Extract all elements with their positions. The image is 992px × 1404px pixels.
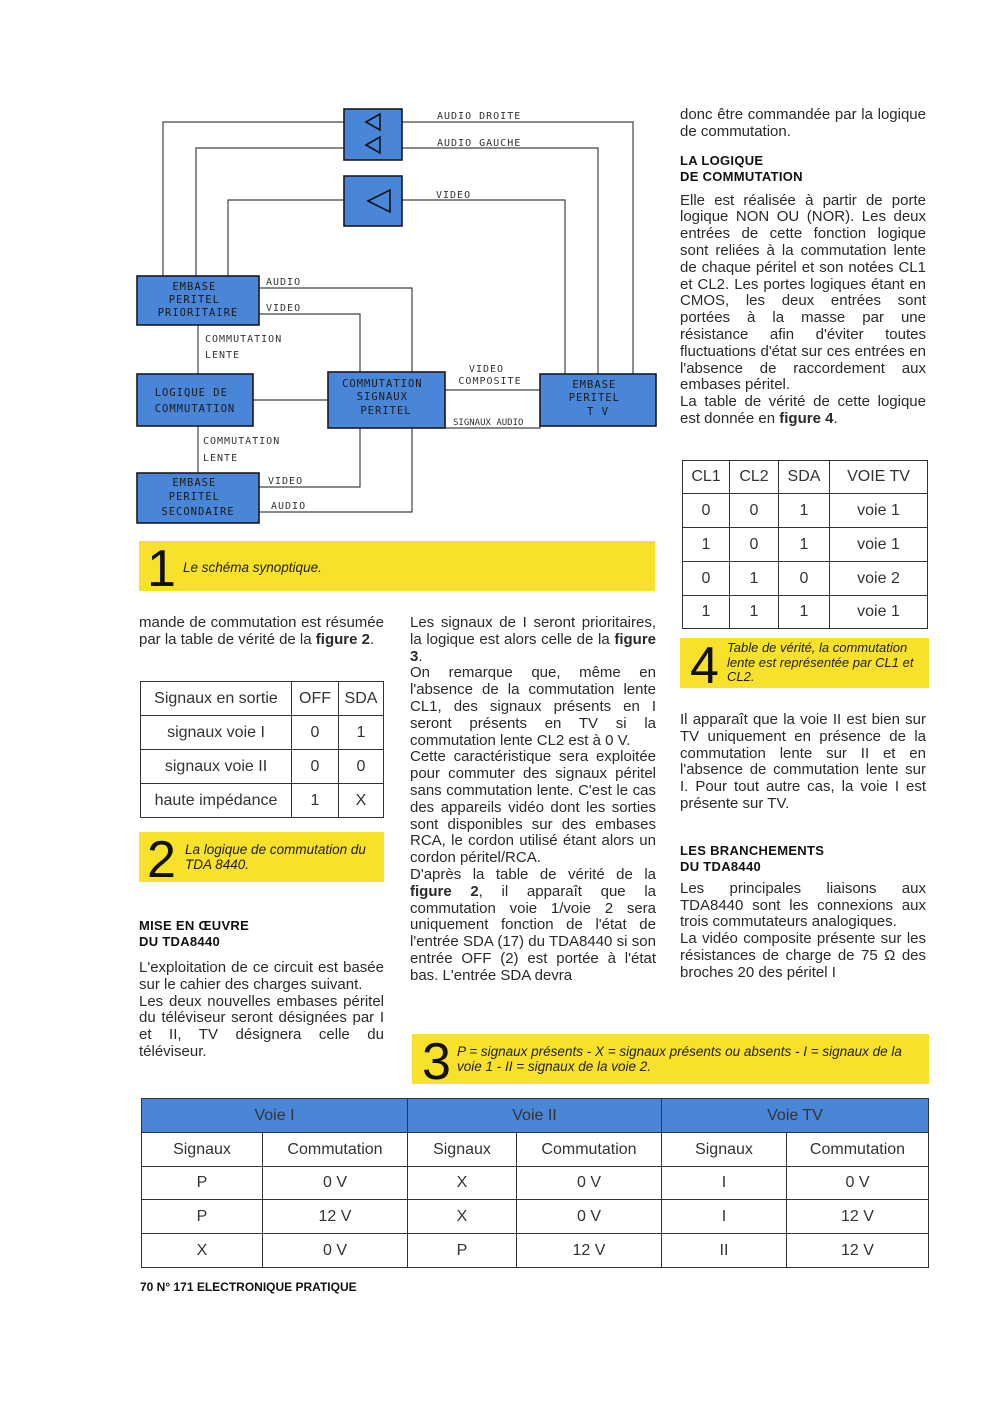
middle-column: [410, 615, 656, 985]
figure-2-caption: [139, 831, 384, 889]
table-row: 1 0 1 voie 1: [683, 528, 928, 562]
figure-3-caption: [412, 1033, 929, 1091]
table-row: P 12 V X 0 V I 12 V: [142, 1200, 929, 1234]
caption-number: 3: [422, 1033, 451, 1091]
right-column-top: [680, 107, 926, 428]
page-footer: 70 N° 171 ELECTRONIQUE PRATIQUE: [140, 1280, 357, 1294]
table-header: Commutation: [517, 1133, 662, 1167]
paragraph: La table de vérité de cette logique est donnée en figure 4.: [680, 393, 926, 427]
table-header: SDA: [339, 682, 384, 716]
line-label: SIGNAUX AUDIO: [453, 418, 524, 428]
paragraph: Les signaux de I seront prioritaires, la logique est alors celle de la figure 3.: [410, 614, 656, 665]
table-header: Signaux: [142, 1133, 263, 1167]
right-column-bottom: [680, 712, 926, 982]
line-label: AUDIO: [271, 501, 307, 512]
audio-amplifier-block: [344, 109, 402, 160]
table-header: Commutation: [787, 1133, 929, 1167]
block-label: LOGIQUE DE COMMUTATION: [154, 387, 236, 415]
table-header: CL2: [730, 461, 779, 494]
figure-4-caption: [680, 637, 929, 695]
table-row: 0 1 0 voie 2: [683, 562, 928, 596]
caption-number: 4: [690, 637, 719, 695]
logique-commutation-block: [137, 374, 253, 426]
block-label: COMMUTATION SIGNAUX PERITEL: [342, 378, 423, 417]
paragraph: Les principales liaisons aux TDA8440 sont les connexions aux trois commutateurs analogiques.: [680, 879, 926, 931]
line-label: VIDEO: [436, 190, 472, 201]
paragraph: Les deux nouvelles embases péritel du téléviseur seront désignées par I et II, TV désignera celle du téléviseur.: [139, 992, 384, 1060]
table-header: Commutation: [263, 1133, 408, 1167]
caption-text: La logique de commutation du TDA 8440.: [185, 842, 366, 872]
block-label: EMBASE PERITEL SECONDAIRE: [161, 477, 235, 518]
paragraph: mande de commutation est résumée par la table de vérité de la figure 2.: [139, 614, 384, 648]
table-row: 1 1 1 voie 1: [683, 596, 928, 629]
left-column-bottom: [139, 918, 384, 1061]
group-header: Voie I: [142, 1099, 408, 1133]
section-heading: MISE EN ŒUVRE DU TDA8440: [139, 918, 250, 949]
line-label: VIDEO: [268, 476, 304, 487]
table-header: CL1: [683, 461, 730, 494]
paragraph: Elle est réalisée à partir de porte logique NON OU (NOR). Les deux entrées de cette fonction logique sont reliées à la commutation lente de chaque péritel et son notées CL1 et CL2. Les portes logiques étant en CMOS, les deux entrées sont portées à la masse par une résistance afin d'éviter toutes fluctuations d'état sur ces entrées en l'absence de raccordement aux embases péritel.: [680, 191, 926, 394]
table-row: X 0 V P 12 V II 12 V: [142, 1234, 929, 1268]
logic-table-3: [141, 1098, 929, 1268]
paragraph: On remarque que, même en l'absence de la commutation lente CL1, des signaux présents en I seront présents en TV si la commutation lente CL2 est à 0 V.: [410, 664, 656, 749]
table-header: Signaux: [408, 1133, 517, 1167]
table-header: Signaux: [662, 1133, 787, 1167]
block-label: EMBASE PERITEL PRIORITAIRE: [157, 281, 239, 319]
caption-text: P = signaux présents - X = signaux présents ou absents - I = signaux de la voie 1 - II = signaux de la voie 2.: [457, 1044, 902, 1074]
paragraph: Il apparaît que la voie II est bien sur TV uniquement en présence de la commutation lente sur II et en l'absence de commutation lente sur I. Pour tout autre cas, la voie I est présente sur TV.: [680, 711, 926, 812]
caption-text: Table de vérité, la commutation lente est représentée par CL1 et CL2.: [727, 640, 914, 684]
section-heading: LA LOGIQUE DE COMMUTATION: [680, 152, 803, 184]
paragraph: La vidéo composite présente sur les résistances de charge de 75 Ω des broches 20 des péritel I: [680, 930, 926, 981]
line-label: AUDIO GAUCHE: [437, 138, 522, 149]
group-header: Voie TV: [662, 1099, 929, 1133]
table-row: 0 0 1 voie 1: [683, 494, 928, 528]
figure-1-caption: [139, 540, 655, 598]
section-heading: LES BRANCHEMENTS DU TDA8440: [680, 842, 825, 874]
line-label: COMMUTATION LENTE: [205, 334, 283, 361]
line-label: VIDEO: [266, 303, 302, 314]
paragraph: Cette caractéristique sera exploitée pour commuter des signaux péritel sans commutation lente. C'est le cas des appareils vidéo dont les sorties sont disponibles sur des embases RCA, le cordon utilisé étant alors un cordon péritel/RCA.: [410, 748, 656, 867]
left-column-top: [139, 615, 384, 649]
line-label: COMMUTATION LENTE: [203, 436, 281, 464]
synoptic-diagram: [130, 100, 670, 530]
table-header: Signaux en sortie: [141, 682, 292, 716]
line-label: AUDIO DROITE: [437, 111, 522, 122]
table-row: signaux voie II 0 0: [141, 750, 384, 784]
block-label: EMBASE PERITEL T V: [568, 379, 620, 418]
caption-text: Le schéma synoptique.: [183, 560, 322, 575]
line-label: VIDEO COMPOSITE: [458, 364, 522, 387]
caption-number: 2: [147, 831, 176, 889]
paragraph: L'exploitation de ce circuit est basée sur le cahier des charges suivant.: [139, 959, 384, 993]
paragraph: donc être commandée par la logique de commutation.: [680, 106, 926, 140]
table-row: signaux voie I 0 1: [141, 716, 384, 750]
paragraph: D'après la table de vérité de la figure 2, il apparaît que la commutation voie 1/voie 2 sera uniquement fonction de l'état de l'entrée SDA (17) du TDA8440 si son entrée OFF (2) est portée à l'état bas. L'entrée SDA devra: [410, 865, 656, 984]
table-header: OFF: [292, 682, 339, 716]
group-header: Voie II: [408, 1099, 662, 1133]
caption-number: 1: [147, 540, 176, 598]
truth-table-4: [682, 460, 928, 629]
video-amplifier-block: [344, 176, 402, 226]
truth-table-2: [140, 681, 384, 818]
table-header: VOIE TV: [830, 461, 928, 494]
line-label: AUDIO: [266, 277, 302, 288]
table-header: SDA: [779, 461, 830, 494]
table-row: haute impédance 1 X: [141, 784, 384, 818]
table-row: P 0 V X 0 V I 0 V: [142, 1167, 929, 1200]
